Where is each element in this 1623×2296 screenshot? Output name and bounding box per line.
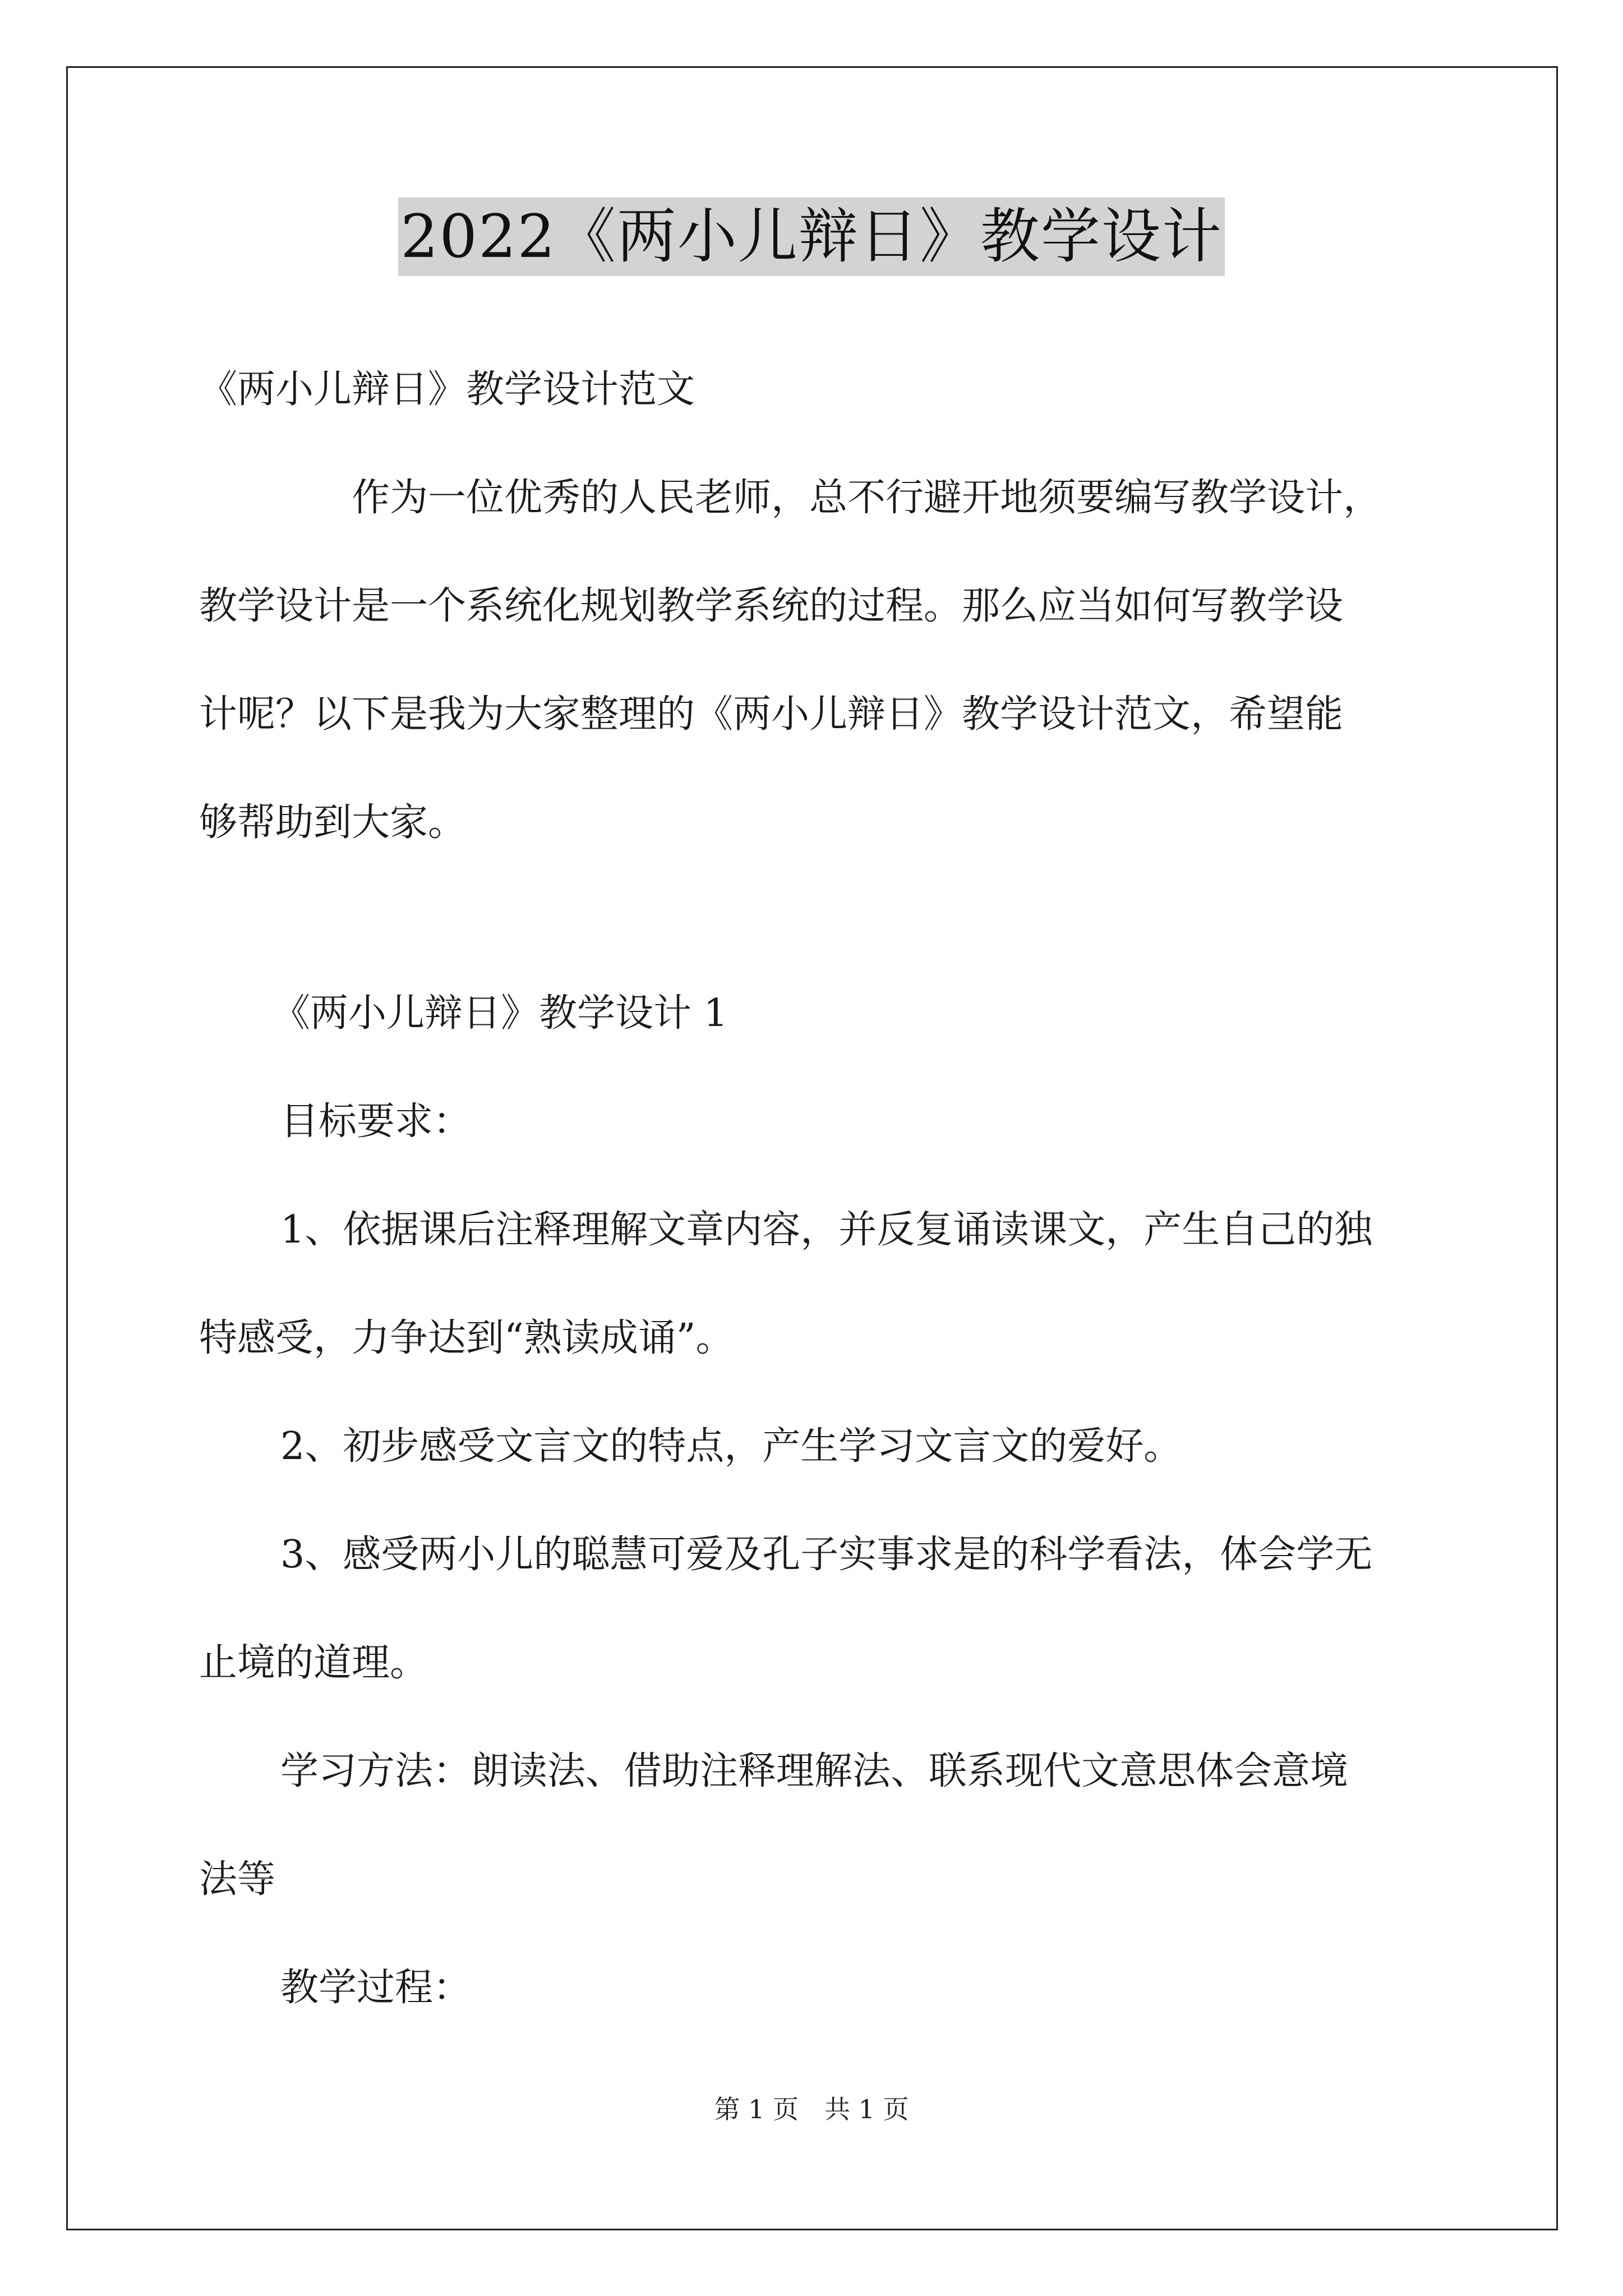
goal-3-line: 3、感受两小儿的聪慧可爱及孔子实事求是的科学看法，体会学无 — [280, 1533, 1373, 1577]
process-label: 教学过程： — [280, 1966, 472, 2010]
methods-line: 学习方法：朗读法、借助注释理解法、联系现代文意思体会意境 — [280, 1749, 1349, 1793]
intro-paragraph — [199, 444, 1433, 877]
title-wrap — [0, 197, 1623, 276]
goal-3-line: 止境的道理。 — [199, 1641, 428, 1685]
section-heading: 《两小儿辩日》教学设计 1 — [272, 991, 728, 1036]
document-title: 2022《两小儿辩日》教学设计 — [398, 197, 1225, 276]
methods-line: 法等 — [199, 1857, 276, 1902]
intro-line: 教学设计是一个系统化规划教学系统的过程。那么应当如何写教学设 — [199, 584, 1344, 628]
intro-line: 作为一位优秀的人民老师，总不行避开地须要编写教学设计， — [352, 476, 1382, 520]
goal-1 — [199, 1176, 1433, 1392]
intro-line: 计呢？以下是我为大家整理的《两小儿辩日》教学设计范文，希望能 — [199, 692, 1344, 737]
goal-1-line: 特感受，力争达到“熟读成诵”。 — [199, 1316, 734, 1360]
learning-methods — [199, 1717, 1433, 1934]
goal-2: 2、初步感受文言文的特点，产生学习文言文的爱好。 — [280, 1424, 1182, 1469]
subtitle: 《两小儿辩日》教学设计范文 — [199, 367, 695, 412]
page-footer: 第 1 页 共 1 页 — [714, 2094, 909, 2124]
goal-1-line: 1、依据课后注释理解文章内容，并反复诵读课文，产生自己的独 — [280, 1208, 1373, 1252]
goals-label: 目标要求： — [280, 1099, 472, 1144]
goal-3 — [199, 1501, 1433, 1717]
intro-line: 够帮助到大家。 — [199, 800, 467, 845]
